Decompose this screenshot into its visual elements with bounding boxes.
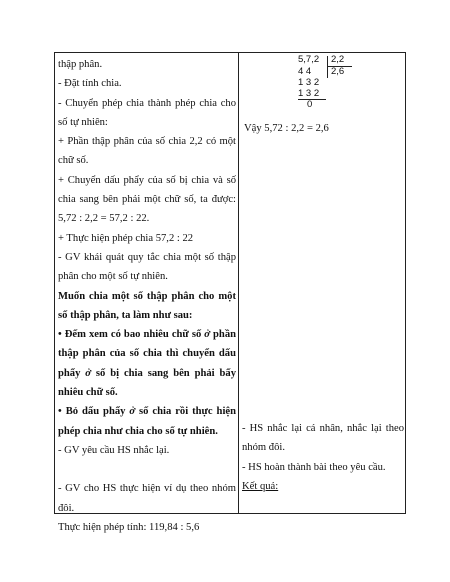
text-line: - HS nhắc lại cá nhân, nhắc lại theo nhóm đôi.: [242, 423, 404, 454]
quotient: 2,6: [331, 66, 345, 77]
text-line: - Đặt tính chia.: [58, 78, 122, 90]
lesson-table: [54, 52, 406, 533]
text-line: + Phần thập phân của số chia 2,2 có một chữ số.: [58, 136, 236, 167]
dividend: 5,7,2: [298, 54, 320, 65]
text-line: - GV yêu cầu HS nhắc lại.: [58, 444, 170, 456]
remainder-2: 0: [307, 99, 313, 110]
text-line: thập phân.: [58, 59, 103, 70]
result-label: Kết quả:: [242, 480, 279, 492]
text-line: - GV khái quát quy tắc chia một số thập phân cho một số tự nhiên.: [58, 251, 236, 283]
bullet-icon: •: [58, 329, 62, 341]
long-division: [298, 55, 378, 111]
subtract-2: 1 3 2: [298, 88, 320, 99]
divisor: 2,2: [331, 54, 345, 65]
division-result: Vậy 5,72 : 2,2 = 2,6: [244, 123, 329, 134]
text-line: - Chuyển phép chia thành phép chia cho số tự nhiên:: [58, 97, 236, 128]
teacher-activity-column: [58, 55, 236, 537]
student-activity-column: [242, 53, 404, 513]
text-line: + Chuyển dấu phẩy của số bị chia và số chia sang bên phải một chữ số, ta được: 5,72 : 2,2 = 57,2 : 22.: [58, 174, 236, 225]
text-line: - GV cho HS thực hiện ví dụ theo nhóm đôi.: [58, 483, 236, 514]
rule-title: Muốn chia một số thập phân cho một số thập phân, ta làm như sau:: [58, 290, 236, 321]
rule-bullet-2: • Bỏ dấu phẩy ở số chia rồi thực hiện phép chia như chia cho số tự nhiên.: [58, 406, 236, 437]
division-bar: [327, 56, 328, 78]
student-responses: [242, 419, 404, 496]
remainder-1: 1 3 2: [298, 77, 320, 88]
text-line: Thực hiện phép tính: 119,84 : 5,6: [58, 521, 200, 533]
bullet-icon: •: [58, 406, 62, 418]
column-divider: [238, 53, 239, 513]
text-line: + Thực hiện phép chia 57,2 : 22: [58, 232, 194, 244]
text-line: - HS hoàn thành bài theo yêu cầu.: [242, 461, 386, 473]
rule-bullet-1: • Đếm xem có bao nhiêu chữ số ở phần thập phân của số chia thì chuyển dấu phẩy ở số bị chia sang bên phải bấy nhiêu chữ số.: [58, 329, 237, 399]
subtract-1: 4 4: [298, 66, 312, 77]
